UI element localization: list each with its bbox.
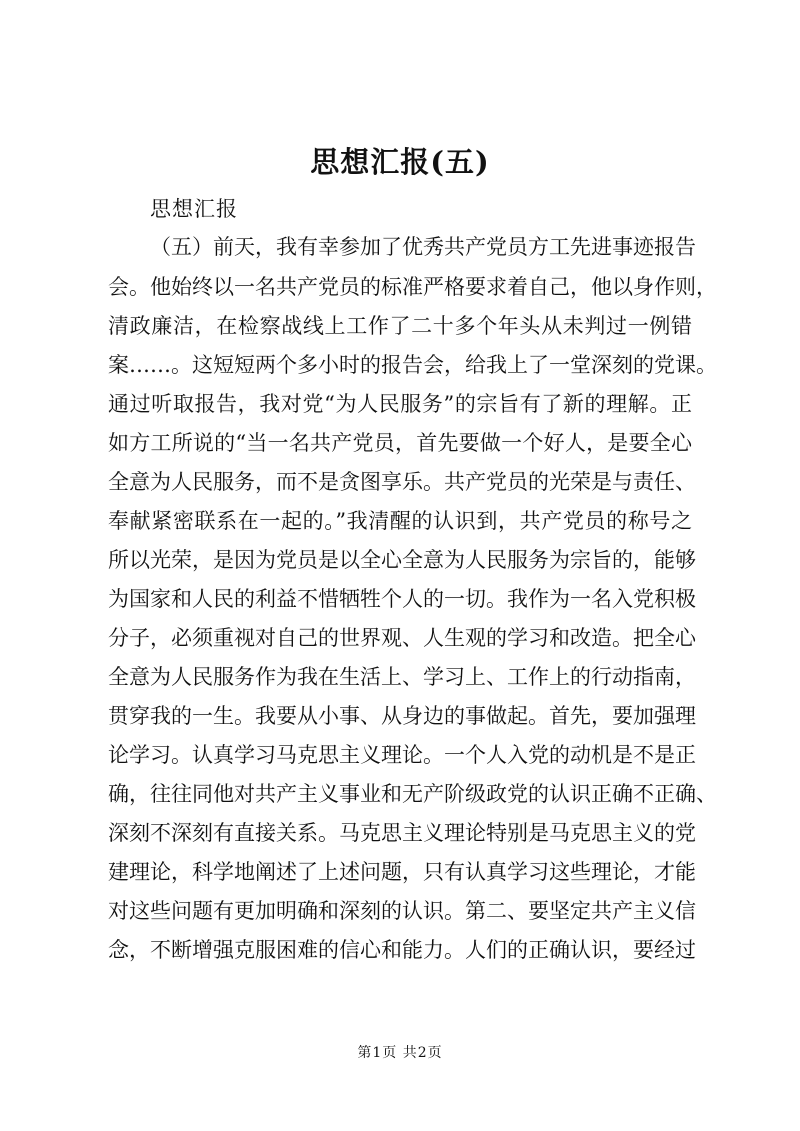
document-title: 思想汇报(五) [310,145,490,179]
body-line: 对这些问题有更加明确和深刻的认识。第二、要坚定共产主义信 [108,899,696,923]
body-line: 全意为人民服务作为我在生活上、学习上、工作上的行动指南， [108,665,696,689]
body-line: 确，往往同他对共产主义事业和无产阶级政党的认识正确不正确、 [108,782,717,806]
body-line: 念，不断增强克服困难的信心和能力。人们的正确认识，要经过 [108,938,696,962]
body-line: 为国家和人民的利益不惜牺牲个人的一切。我作为一名入党积极 [108,587,696,611]
body-line: 会。他始终以一名共产党员的标准严格要求着自己，他以身作则， [108,275,717,299]
body-line: 建理论，科学地阐述了上述问题，只有认真学习这些理论，才能 [108,860,696,884]
body-line: 分子，必须重视对自己的世界观、人生观的学习和改造。把全心 [108,626,696,650]
body-line: 全意为人民服务，而不是贪图享乐。共产党员的光荣是与责任、 [108,470,696,494]
body-line: 所以光荣，是因为党员是以全心全意为人民服务为宗旨的，能够 [108,548,696,572]
body-line: 论学习。认真学习马克思主义理论。一个人入党的动机是不是正 [108,743,696,767]
body-line: 案……。这短短两个多小时的报告会，给我上了一堂深刻的党课。 [108,353,717,377]
body-line: 如方工所说的“当一名共产党员，首先要做一个好人，是要全心 [108,431,692,455]
body-line: 深刻不深刻有直接关系。马克思主义理论特别是马克思主义的党 [108,821,696,845]
body-line: 贯穿我的一生。我要从小事、从身边的事做起。首先，要加强理 [108,704,696,728]
body-line: （五）前天，我有幸参加了优秀共产党员方工先进事迹报告 [150,235,696,259]
body-line: 通过听取报告，我对党“为人民服务”的宗旨有了新的理解。正 [108,392,692,416]
body-line: 清政廉洁，在检察战线上工作了二十多个年头从未判过一例错 [108,314,692,338]
body-line: 奉献紧密联系在一起的。”我清醒的认识到，共产党员的称号之 [108,509,692,533]
document-subtitle: 思想汇报 [150,197,238,221]
page-footer: 第1页 共2页 [357,1045,443,1061]
